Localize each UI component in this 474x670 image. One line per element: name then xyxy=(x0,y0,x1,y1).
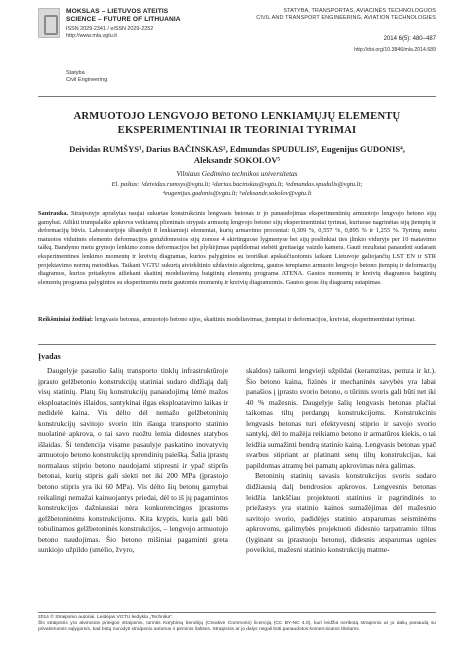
keywords xyxy=(38,316,436,325)
abstract xyxy=(38,210,436,287)
journal-name-line2: SCIENCE – FUTURE OF LITHUANIA xyxy=(66,16,181,23)
copyright-notice: 2014 © Straipsnio autoriai. Leidėjas VGTU leidykla „Technika“. xyxy=(38,615,174,620)
abstract-text: Straipsnyje aprašytas naujai sukurtas konstrukcinis lengvasis betonas ir jo panaudojimas eksperimentinių armuotojo lengvojo betono sijų gamybai. Atlikti trumpalaike apkrova veikiamų plieninais strypais armuotų lengvojo betono sijų eksperimentiniai tyrimai, kuriuose nagrinėtas sijų įtempių ir deformacijų būvis. Laboratorijoje išbandyti 8 lenkiamieji elementai, kurių armavimo procentai: 0,309 %, 0,557 %, 0,895 % ir 1,255 %. Tyrimų metu matuotos vidutinės elemento deformacijos gniuždomosios sijų zonose 4 skirtinguose lygmenyse bei sijų poslinkiai ties įlinkio viduryje per 10 matavimo taškų. Bandymo metu grynojo lenkimo zonos deformacijos bei plyšiėjimas papildomai stebėti greitaeige vaizdo kamera. Gauti rezultatai panaudoti sudarant eksperimentines lenkimo momentų ir kreivių diagramas, kurios palygintos su teoriškai apskaičiuotomis laikant Lietuvoje galiojančių LST EN ir STR projektavimo normų metodikas. Taikant VGTU sukurtą atvirkštinio uždavinio algoritmą, gautos tempiamo armuoto lengvojo betono įtempių ir deformacijų diagramos, kurios pritaikytos atliekant skaitinį modeliavimą baigtinių elementų programa ATENA. Gautos momentų ir kreivių diagramos baigtinių elementų programa palygintos su eksperimentu metu gautomis momentų ir kreivių diagramomis. Gautos geras šių diagramų sutapimas. xyxy=(38,210,436,286)
body-column-left xyxy=(38,366,228,556)
author-list-line1: Deividas RUMŠYS¹, Darius BAČINSKAS², Edmundas SPUDULIS³, Eugenijus GUDONIS⁴, xyxy=(69,144,405,154)
license-footer xyxy=(38,615,436,634)
journal-info xyxy=(66,8,246,40)
keywords-label: Reikšminiai žodžiai: xyxy=(38,316,94,323)
journal-url[interactable]: http://www.mla.vgtu.lt xyxy=(66,33,117,39)
journal-logo-icon xyxy=(38,8,60,38)
footer-divider xyxy=(38,612,436,613)
abstract-divider xyxy=(38,344,436,345)
author-emails-line1: El. paštas: ¹deividas.rumsys@vgtu.lt; ²darius.bacinskas@vgtu.lt; ³edmundas.spudulis@vgtu.lt; xyxy=(111,181,363,188)
body-paragraph: Daugelyje pasaulio šalių transporto tinklų infrastruktūroje įprasto gelžbetonio konstrukcijų statiniai sudaro didžiąją dalį visų statinių. Platų šių konstrukcijų panaudojimą lėmė mažos eksploatacinės išlaidos, santykinai ilgas eksploatavimo laikas ir nedidelė kaina. Vis dėlto dėl nemažo gelžbetoninių konstrukcijų savitojo svorio itin išauga transporto statinio nuolatinė apkrova, o tai savo ruožtu lemia didesnes statybos išlaidas. Ši tendencija visame pasaulyje paskatino inovatyvių armuotojo betono konstrukcijų sprendinių paiešką. Šalia įprastų normalaus stiprio betono naudojami stipresni ir ypač stiprūs betonai, kurių stipris gali siekti net iki 200 MPa (įprastojo betono stipris yra iki 60 MPa). Vis dėlto šių betonų gamybai reikalingi nemažai kainuojantys priedai, dėl to iš jų pagamintos konstrukcijos dažniausiai nėra konkurencingos įprastoms gelžbetoninėms konstrukcijoms. Kita kryptis, kuria gali būti tobulinamos gelžbetoninės konstrukcijos, – lengvojo armuotojo betono naudojimas. Šio betono mišiniai pagaminti greta sunkiojo užpildo (smėlio, žvyro, xyxy=(38,366,228,555)
affiliation: Vilniaus Gedimino technikos universitetas xyxy=(176,170,298,178)
body-column-right xyxy=(246,366,436,556)
section-label-en: Civil Engineering xyxy=(66,77,108,83)
section-label-lt: Statyba xyxy=(66,70,85,76)
author-emails xyxy=(48,180,426,198)
author-list-line2: Aleksandr SOKOLOV⁵ xyxy=(193,155,281,165)
article-title-line2: EKSPERIMENTINIAI IR TEORINIAI TYRIMAI xyxy=(117,124,357,136)
author-emails-line2: ⁴eugenijus.gudonis@vgtu.lt; ⁵aleksandr.sokolov@vgtu.lt xyxy=(162,190,312,197)
section-label xyxy=(66,70,107,84)
series-title-lt: STATYBA, TRANSPORTAS, AVIACINĖS TECHNOLOGIJOS xyxy=(283,8,436,14)
body-paragraph: Betoninių statinių savasis konstrukcijos svoris sudaro didžiausią dalį bendrosios apkrovos. Lengvesnis betonas leidžia lankščiau projektuoti statinius ir pagrindinės to priežastys yra statinio kainos sumažėjimas dėl mažesnio savitojo svorio, padidėjęs statinio atsparumas seisminėms apkrovoms, galimybės projektuoti didesnio tarpatramio tiltus (lyginant su įprastuoju betonu), didesnis atsparumas ugnies poveikiui, mažesni statinio konstrukcijų matme- xyxy=(246,471,436,555)
journal-issn: ISSN 2029-2341 / eISSN 2029-2252 xyxy=(66,26,154,32)
keywords-text: lengvasis betonas, armuotojo betono sijos, skaitinis modeliavimas, įtempiai ir deformacijos, kreiviai, eksperimentiniai tyrimai. xyxy=(93,316,416,323)
issue-citation: 2014 6(5): 480–487 xyxy=(383,36,436,43)
article-title-line1: ARMUOTOJO LENGVOJO BETONO LENKIAMŲJŲ ELEMENTŲ xyxy=(73,111,401,122)
header-divider xyxy=(38,96,436,97)
series-title-en: CIVIL AND TRANSPORT ENGINEERING, AVIATION TECHNOLOGIES xyxy=(256,15,436,22)
license-notice: Šis straipsnis yra atvirosios prieigos straipsnis, turintis Kūrybinių bendrijų (Creative Commons) licenciją (CC BY-NC 4.0), kuri leidžia neribotą straipsnio ar jo dalių panaudą su privalomomis sąlygomis, kad būtų nurodyti straipsnio autorius ir pirminis šaltinis. Straipsnis ar jo dalys negali būti panaudotos komerciniams tikslams. xyxy=(38,621,436,633)
article-title xyxy=(38,110,436,137)
journal-name-line1: MOKSLAS – LIETUVOS ATEITIS xyxy=(66,8,169,15)
body-paragraph: skaldos) taikomi lengvieji užpildai (keramzitas, pemza ir kt.). Šio betono kaina, fizinės ir mechaninės savybės yra labai panašios į įprasto svorio betono, o tūrinis svoris gali būti net iki 40 % mažesnis. Daugelyje šalių lengvasis betonas plačiai taikomas tiltų perdangų konstrukcijoms. Konstrukcinis lengvasis betonas turi efektyvesnį stiprio ir savojo svorio santykį, dėl to mažėja reikiamo betono ir armatūros kiekis, o tai leidžia sumažinti bendrą statinio kainą. Lengvasis betonas ypač svarbus stipriant ar platinant senų tiltų konstrukcijas, kai papildomas atramų bei pamatų apkrovimas nėra galimas. xyxy=(246,366,436,470)
abstract-label: Santrauka. xyxy=(38,210,69,217)
intro-heading: Įvadas xyxy=(38,352,61,361)
series-info xyxy=(246,8,436,53)
author-list xyxy=(50,144,424,166)
doi-link[interactable]: http://doi.org/10.3846/mla.2014.689 xyxy=(354,47,436,54)
